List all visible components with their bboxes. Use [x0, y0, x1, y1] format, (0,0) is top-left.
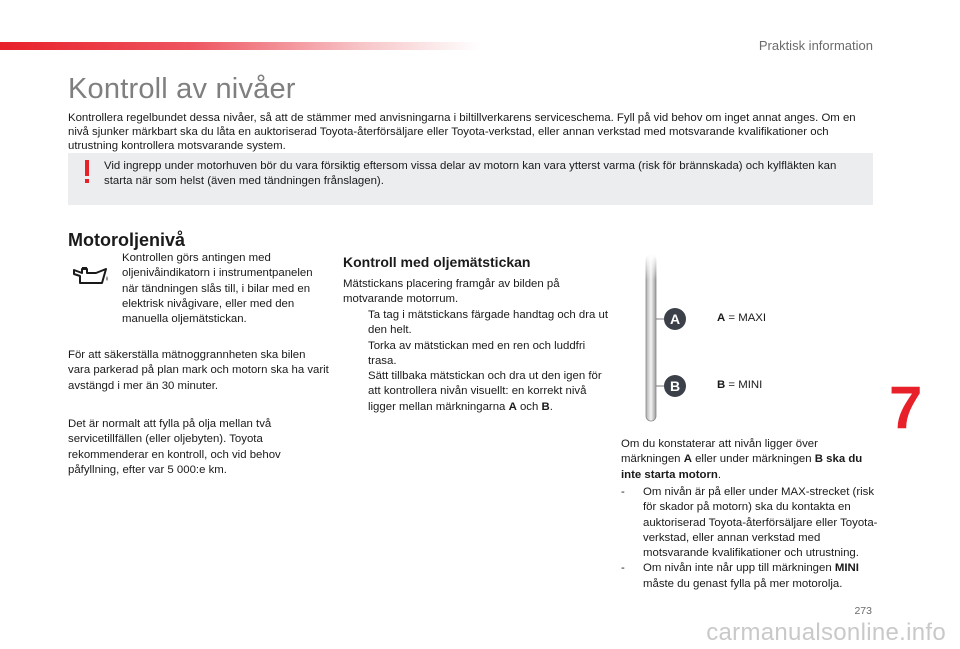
dipstick-intro: Mätstickans placering framgår av bilden på motvarande motorrum. — [343, 278, 560, 306]
exclamation-icon — [82, 160, 92, 184]
list-item — [343, 339, 608, 370]
refill-note-text: Det är normalt att fylla på olja mellan två servicetillfällen (eller oljebyten). Toyota rekommenderar en kontroll, och vid behov påfyllning, efter var 5 000:e km. — [68, 418, 281, 476]
warning-text: Vid ingrepp under motorhuven bör du vara försiktig eftersom vissa delar av motorn kan vara ytterst varma (risk för brännskada) och kylfläkten kan starta när som helst (även med tändningen frånslagen). — [104, 160, 837, 187]
list-item — [343, 369, 608, 415]
level-check-list — [621, 485, 883, 592]
list-item-text: Om nivån är på eller under MAX-strecket (risk för skador på motorn) ska du kontakta en auktoriserad Toyota-återförsäljare eller Toyota-verkstad, eller annan verkstad med motsvarande kvalifikationer och utrustning. — [643, 486, 878, 560]
level-check-text: Om du konstaterar att nivån ligger över märkningen A eller under märkningen B ska du inte starta motorn. — [621, 438, 863, 481]
oil-indicator-text: Kontrollen görs antingen med oljenivåindikatorn i instrumentpanelen när tändningen slås till, i bilar med en elektrisk nivågivare, eller med den manuella oljemätstickan. — [122, 252, 313, 326]
marker-b-label: B = MINI — [717, 379, 763, 391]
dipstick-steps — [343, 308, 608, 415]
step-text: Sätt tillbaka mätstickan och dra ut den igen för att kontrollera nivån visuellt: en korrekt nivå ligger mellan märkningarna A och B. — [368, 370, 602, 413]
engine-oil-heading: Motoroljenivå — [68, 230, 186, 250]
dipstick-illustration — [640, 255, 690, 425]
dipstick-heading: Kontroll med oljemätstickan — [343, 254, 531, 270]
list-item-text: Om nivån inte når upp till märkningen MINI måste du genast fylla på mer motorolja. — [643, 562, 859, 590]
dash-bullet: - — [621, 562, 625, 575]
section-label: Praktisk information — [758, 38, 873, 53]
marker-b-letter: B — [669, 378, 681, 394]
list-item — [343, 308, 608, 339]
list-item — [621, 561, 883, 592]
step-text: Ta tag i mätstickans färgade handtag och dra ut den helt. — [368, 309, 608, 337]
measure-accuracy-text: För att säkerställa mätnoggrannheten ska bilen vara parkerad på plan mark och motorn ska ha varit avstängd i mer än 30 minuter. — [68, 349, 329, 392]
header-accent-bar — [0, 42, 480, 50]
step-text: Torka av mätstickan med en ren och luddfri trasa. — [368, 339, 586, 367]
marker-a-label: A = MAXI — [717, 312, 767, 324]
list-item — [621, 485, 883, 561]
intro-paragraph: Kontrollera regelbundet dessa nivåer, så att de stämmer med anvisningarna i biltillverkarens serviceschema. Fyll på vid behov om inget annat anges. Om en nivå sjunker märkbart ska du låta en auktoriserad Toyota-återförsäljare eller Toyota-verkstad, eller annan verkstad med motsvarande kvalifikationer och utrustning kontrollera motsvarande system. — [68, 112, 856, 152]
page-title: Kontroll av nivåer — [68, 73, 296, 105]
watermark: carmanualsonline.info — [706, 619, 946, 646]
chapter-number: 7 — [889, 374, 923, 441]
oil-can-icon — [72, 264, 110, 288]
page-number: 273 — [854, 605, 872, 617]
dash-bullet: - — [621, 486, 625, 498]
marker-a-letter: A — [669, 311, 681, 327]
